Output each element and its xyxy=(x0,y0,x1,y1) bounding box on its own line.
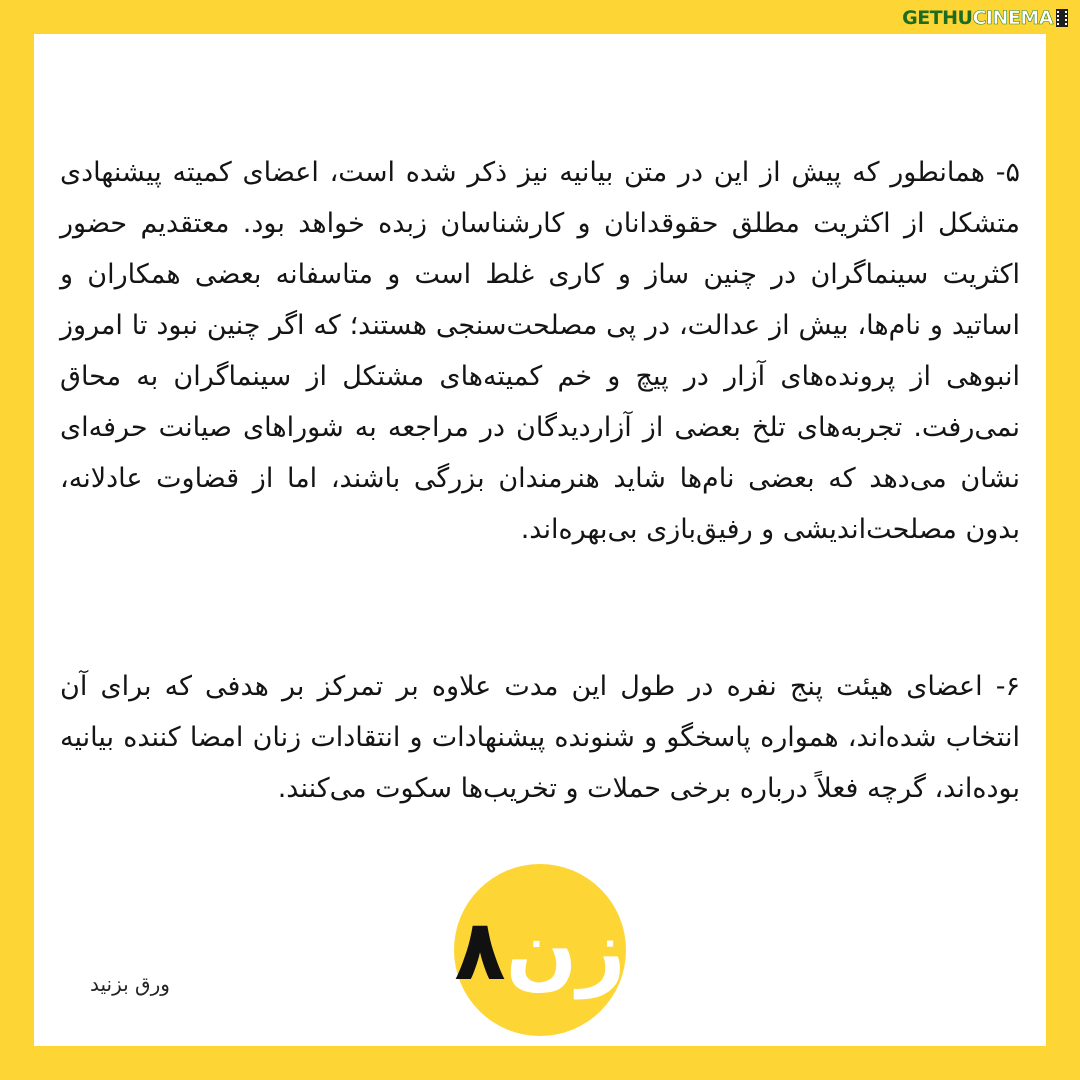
paragraph-6: ۶- اعضای هیئت پنج نفره در طول این مدت علاوه بر تمرکز بر هدفی که برای آن انتخاب شده‌اند، همواره پاسخگو و شنونده پیشنهادات و انتقادات زنان امضا کننده بیانیه بوده‌اند، گرچه فعلاً درباره برخی حملات و تخریب‌ها سکوت می‌کنند. xyxy=(60,671,1020,804)
logo-number: ۸ xyxy=(454,901,506,999)
logo-letters: زن xyxy=(505,901,626,999)
paragraph-5: ۵- همانطور که پیش از این در متن بیانیه نیز ذکر شده است، اعضای کمیته پیشنهادی متشکل از اکثریت مطلق حقوقدانان و کارشناسان زبده خواهد بود. معتقدیم حضور اکثریت سینماگران در چنین ساز و کاری غلط است و متاسفانه بعضی همکاران و اساتید و نام‌ها، بیش از عدالت، در پی مصلحت‌سنجی هستند؛ که اگر چنین نبود تا امروز انبوهی از پرونده‌های آزار در پیچ و خم کمیته‌های مشتکل از سینماگران به محاق نمی‌رفت. تجربه‌های تلخ بعضی از آزاردیدگان در مراجعه به شوراهای صیانت حرفه‌ای نشان می‌دهد که بعضی نام‌ها شاید هنرمندان بزرگی باشند، اما از قضاوت عادلانه، بدون مصلحت‌اندیشی و رفیق‌بازی بی‌بهره‌اند. xyxy=(60,157,1020,545)
logo-text xyxy=(454,901,626,999)
watermark-text-gethu: GETHU xyxy=(902,7,973,29)
swipe-hint[interactable]: ورق بزنید xyxy=(90,972,170,996)
zan80-logo xyxy=(454,864,626,1036)
content-card xyxy=(34,34,1046,1046)
watermark-text-cinema: CINEMA xyxy=(972,7,1053,29)
film-strip-icon xyxy=(1056,9,1068,27)
gethucinema-watermark xyxy=(902,6,1068,30)
